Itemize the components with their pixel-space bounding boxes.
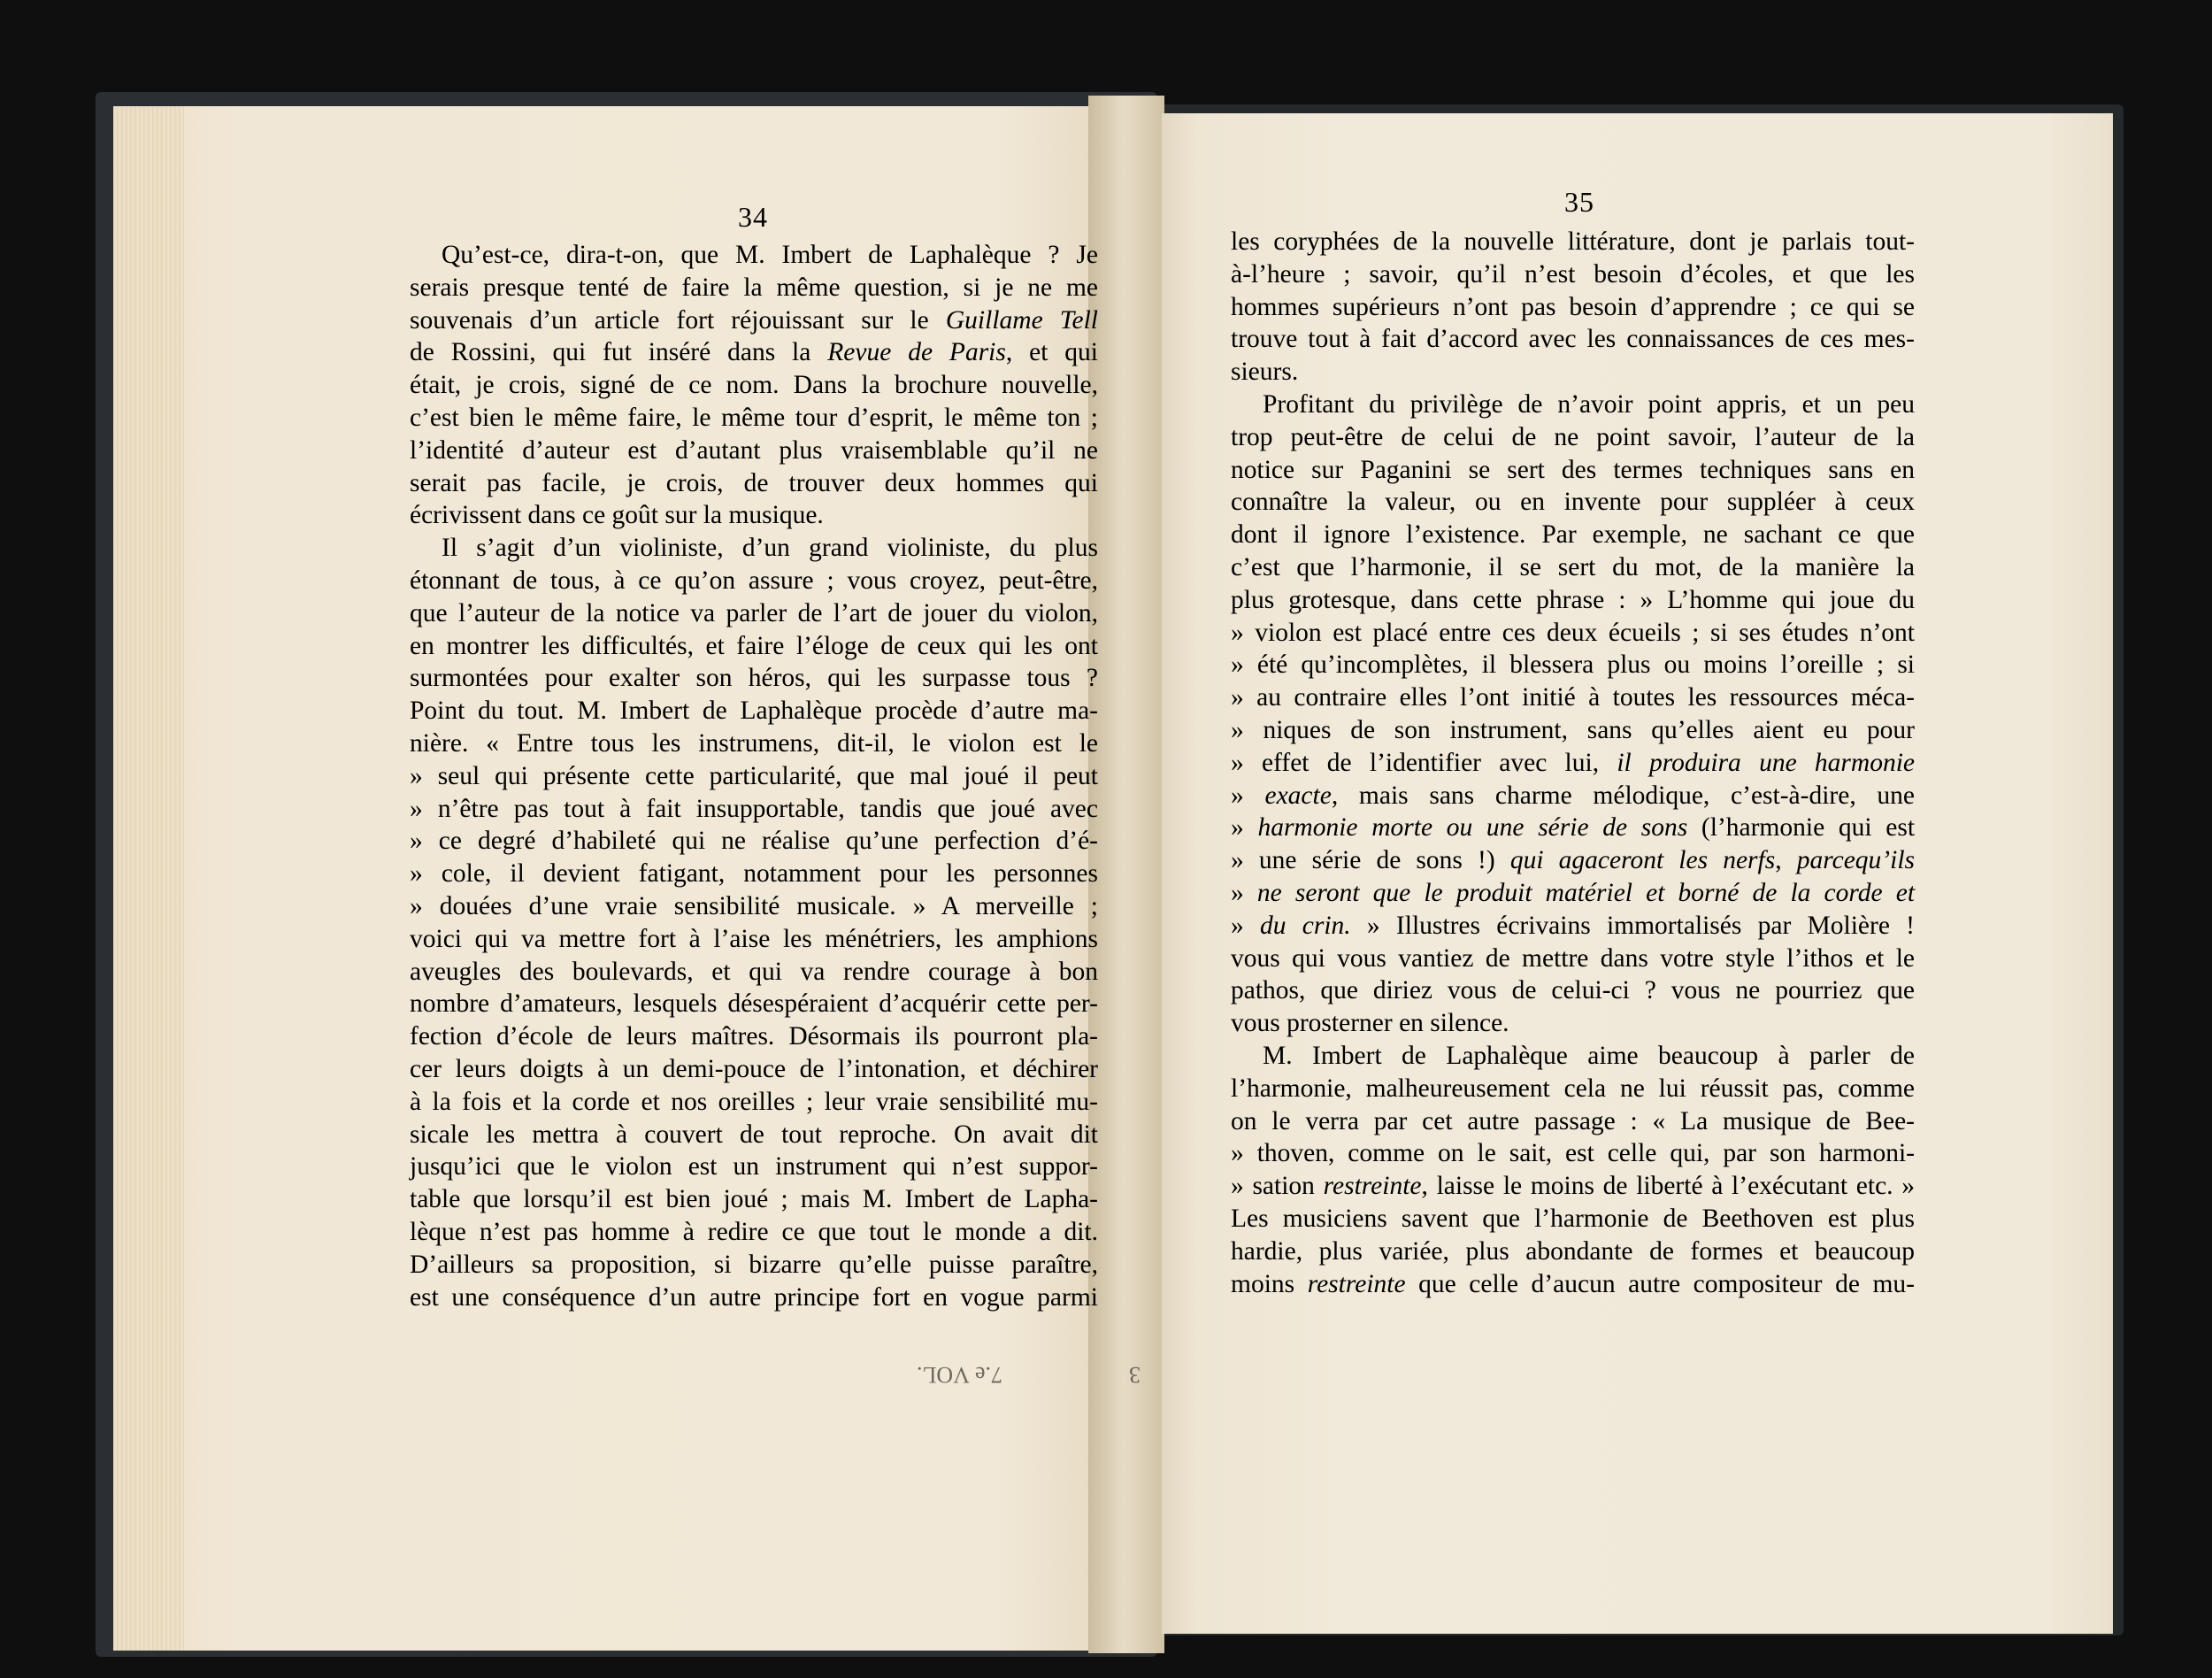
text-line: table que lorsqu’il est bien joué ; mais M. Imbert de Lapha- [410,1185,1098,1214]
text-line: hardie, plus variée, plus abondante de formes et beaucoup [1231,1236,1915,1266]
text-line: nombre d’amateurs, lesquels désespéraient d’acquérir cette per- [410,989,1098,1019]
text-line: c’est bien le même faire, le même tour d’esprit, le même ton ; [410,403,1098,432]
text-line: à la fois et la corde et nos oreilles ; leur vraie sensibilité mu- [410,1087,1098,1116]
text-line: » seul qui présente cette particularité, que mal joué il peut [410,761,1098,790]
text-line: » niques de son instrument, sans qu’elles aient eu pour [1231,715,1915,744]
text-line: l’harmonie, malheureusement cela ne lui réussit pas, comme [1231,1074,1915,1103]
text-line: vous prosterner en silence. [1231,1009,1509,1038]
text-line: voici qui va mettre fort à l’aise les ménétriers, les amphions [410,924,1098,953]
text-line: que l’auteur de la notice va parler de l’art de jouer du violon, [410,598,1098,627]
text-line: sicale les mettra à couvert de tout reproche. On avait dit [410,1120,1098,1149]
text-line: aveugles des boulevards, et qui va rendre courage à bon [410,957,1098,986]
text-line: moins restreinte que celle d’aucun autre compositeur de mu- [1231,1269,1915,1298]
text-line: en montrer les difficultés, et faire l’éloge de ceux qui les ont [410,631,1098,660]
text-line: jusqu’ici que le violon est un instrument qui n’est suppor- [410,1152,1098,1182]
text-line: » au contraire elles l’ont initié à toutes les ressources méca- [1231,683,1915,712]
text-line: plus grotesque, dans cette phrase : » L’homme qui joue du [1231,585,1915,614]
text-line: à-l’heure ; savoir, qu’il n’est besoin d’écoles, et que les [1231,259,1915,289]
text-line: serais presque tenté de faire la même question, si je ne me [410,273,1098,302]
left-page-number: 34 [738,201,768,233]
right-page-number: 35 [1564,186,1594,218]
text-line: sieurs. [1231,358,1299,387]
text-line: pathos, que diriez vous de celui-ci ? vous ne pourriez que [1231,976,1915,1005]
text-line: Les musiciens savent que l’harmonie de Beethoven est plus [1231,1204,1915,1233]
text-line: » une série de sons !) qui agaceront les nerfs, parcequ’ils [1231,846,1916,875]
text-line: Qu’est-ce, dira-t-on, que M. Imbert de Laphalèque ? Je [442,241,1098,269]
text-line: trouve tout à fait d’accord avec les connaissances de ces mes- [1231,325,1915,354]
text-line: » été qu’incomplètes, il blessera plus ou moins l’oreille ; si [1231,650,1915,680]
text-line: connaître la valeur, ou en invente pour suppléer à ceux [1231,488,1915,517]
text-line: D’ailleurs sa proposition, si bizarre qu’elle puisse paraître, [410,1250,1098,1279]
text-line: » sation restreinte, laisse le moins de liberté à l’exécutant etc. » [1231,1172,1915,1201]
text-line: est une conséquence d’un autre principe fort en vogue parmi [410,1282,1098,1312]
text-line: » ce degré d’habileté qui ne réalise qu’une perfection d’é- [410,827,1098,856]
text-line: Point du tout. M. Imbert de Laphalèque procède d’autre ma- [410,697,1098,726]
text-line: hommes supérieurs n’ont pas besoin d’apprendre ; ce qui se [1231,292,1915,321]
text-line: Profitant du privilège de n’avoir point appris, et un peu [1263,389,1915,419]
text-line: » exacte, mais sans charme mélodique, c’est-à-dire, une [1231,781,1916,810]
text-line: cer leurs doigts à un demi-pouce de l’intonation, et déchirer [410,1054,1098,1083]
text-line: lèque n’est pas homme à redire ce que tout le monde a dit. [410,1217,1098,1246]
text-line: » thoven, comme on le sait, est celle qui, par son harmoni- [1231,1139,1915,1168]
text-line: » harmonie morte ou une série de sons (l’harmonie qui est [1231,813,1916,843]
text-line: trop peut-être de celui de ne point savoir, l’auteur de la [1231,422,1915,451]
text-line: fection d’école de leurs maîtres. Désormais ils pourront pla- [410,1022,1098,1051]
text-line: surmontées pour exalter son héros, qui les surpasse tous ? [410,664,1098,693]
text-line: serait pas facile, je crois, de trouver deux hommes qui [410,468,1098,497]
right-page-text [1231,226,1915,1300]
text-line: » n’être pas tout à fait insupportable, tandis que joué avec [410,794,1098,823]
text-line: l’identité d’auteur est d’autant plus vraisemblable qu’il ne [410,435,1098,465]
text-line: M. Imbert de Laphalèque aime beaucoup à parler de [1263,1041,1915,1070]
page-edges [113,106,184,1651]
text-line: étonnant de tous, à ce qu’on assure ; vous croyez, peut-être, [410,566,1098,595]
text-line: c’est que l’harmonie, il se sert du mot, de la manière la [1231,552,1915,581]
text-line: était, je crois, signé de ce nom. Dans la brochure nouvelle, [410,371,1098,400]
text-line: » du crin. » Illustres écrivains immortalisés par Molière ! [1231,911,1915,940]
text-line: on le verra par cet autre passage : « La musique de Bee- [1231,1106,1915,1135]
signature-number: 3 [1129,1362,1141,1388]
text-line: dont il ignore l’existence. Par exemple, ne sachant ce que [1231,520,1915,550]
text-line: vous qui vous vantiez de mettre dans votre style l’ithos et le [1231,943,1915,973]
text-line: » violon est placé entre ces deux écueils ; si ses études n’ont [1231,618,1915,647]
text-line: nière. « Entre tous les instrumens, dit-il, le violon est le [410,728,1098,758]
book-gutter [1088,96,1164,1653]
text-line: les coryphées de la nouvelle littérature, dont je parlais tout- [1231,227,1915,256]
text-line: notice sur Paganini se sert des termes techniques sans en [1231,455,1915,484]
text-line: Il s’agit d’un violiniste, d’un grand violiniste, du plus [442,534,1098,563]
text-line: de Rossini, qui fut inséré dans la Revue de Paris, et qui [410,338,1098,367]
text-line: » ne seront que le produit matériel et borné de la corde et [1231,878,1916,907]
text-line: » douées d’une vraie sensibilité musicale. » A merveille ; [410,891,1098,920]
signature-volume: 7.e VOL. [917,1362,1003,1388]
text-line: » cole, il devient fatigant, notamment pour les personnes [410,859,1098,889]
text-line: souvenais d’un article fort réjouissant sur le Guillame Tell [410,305,1098,335]
text-line: » effet de l’identifier avec lui, il produira une harmonie [1231,748,1915,777]
text-line: écrivissent dans ce goût sur la musique. [410,501,824,530]
left-page-text [410,239,1098,1313]
signature-mark [917,1361,1141,1388]
